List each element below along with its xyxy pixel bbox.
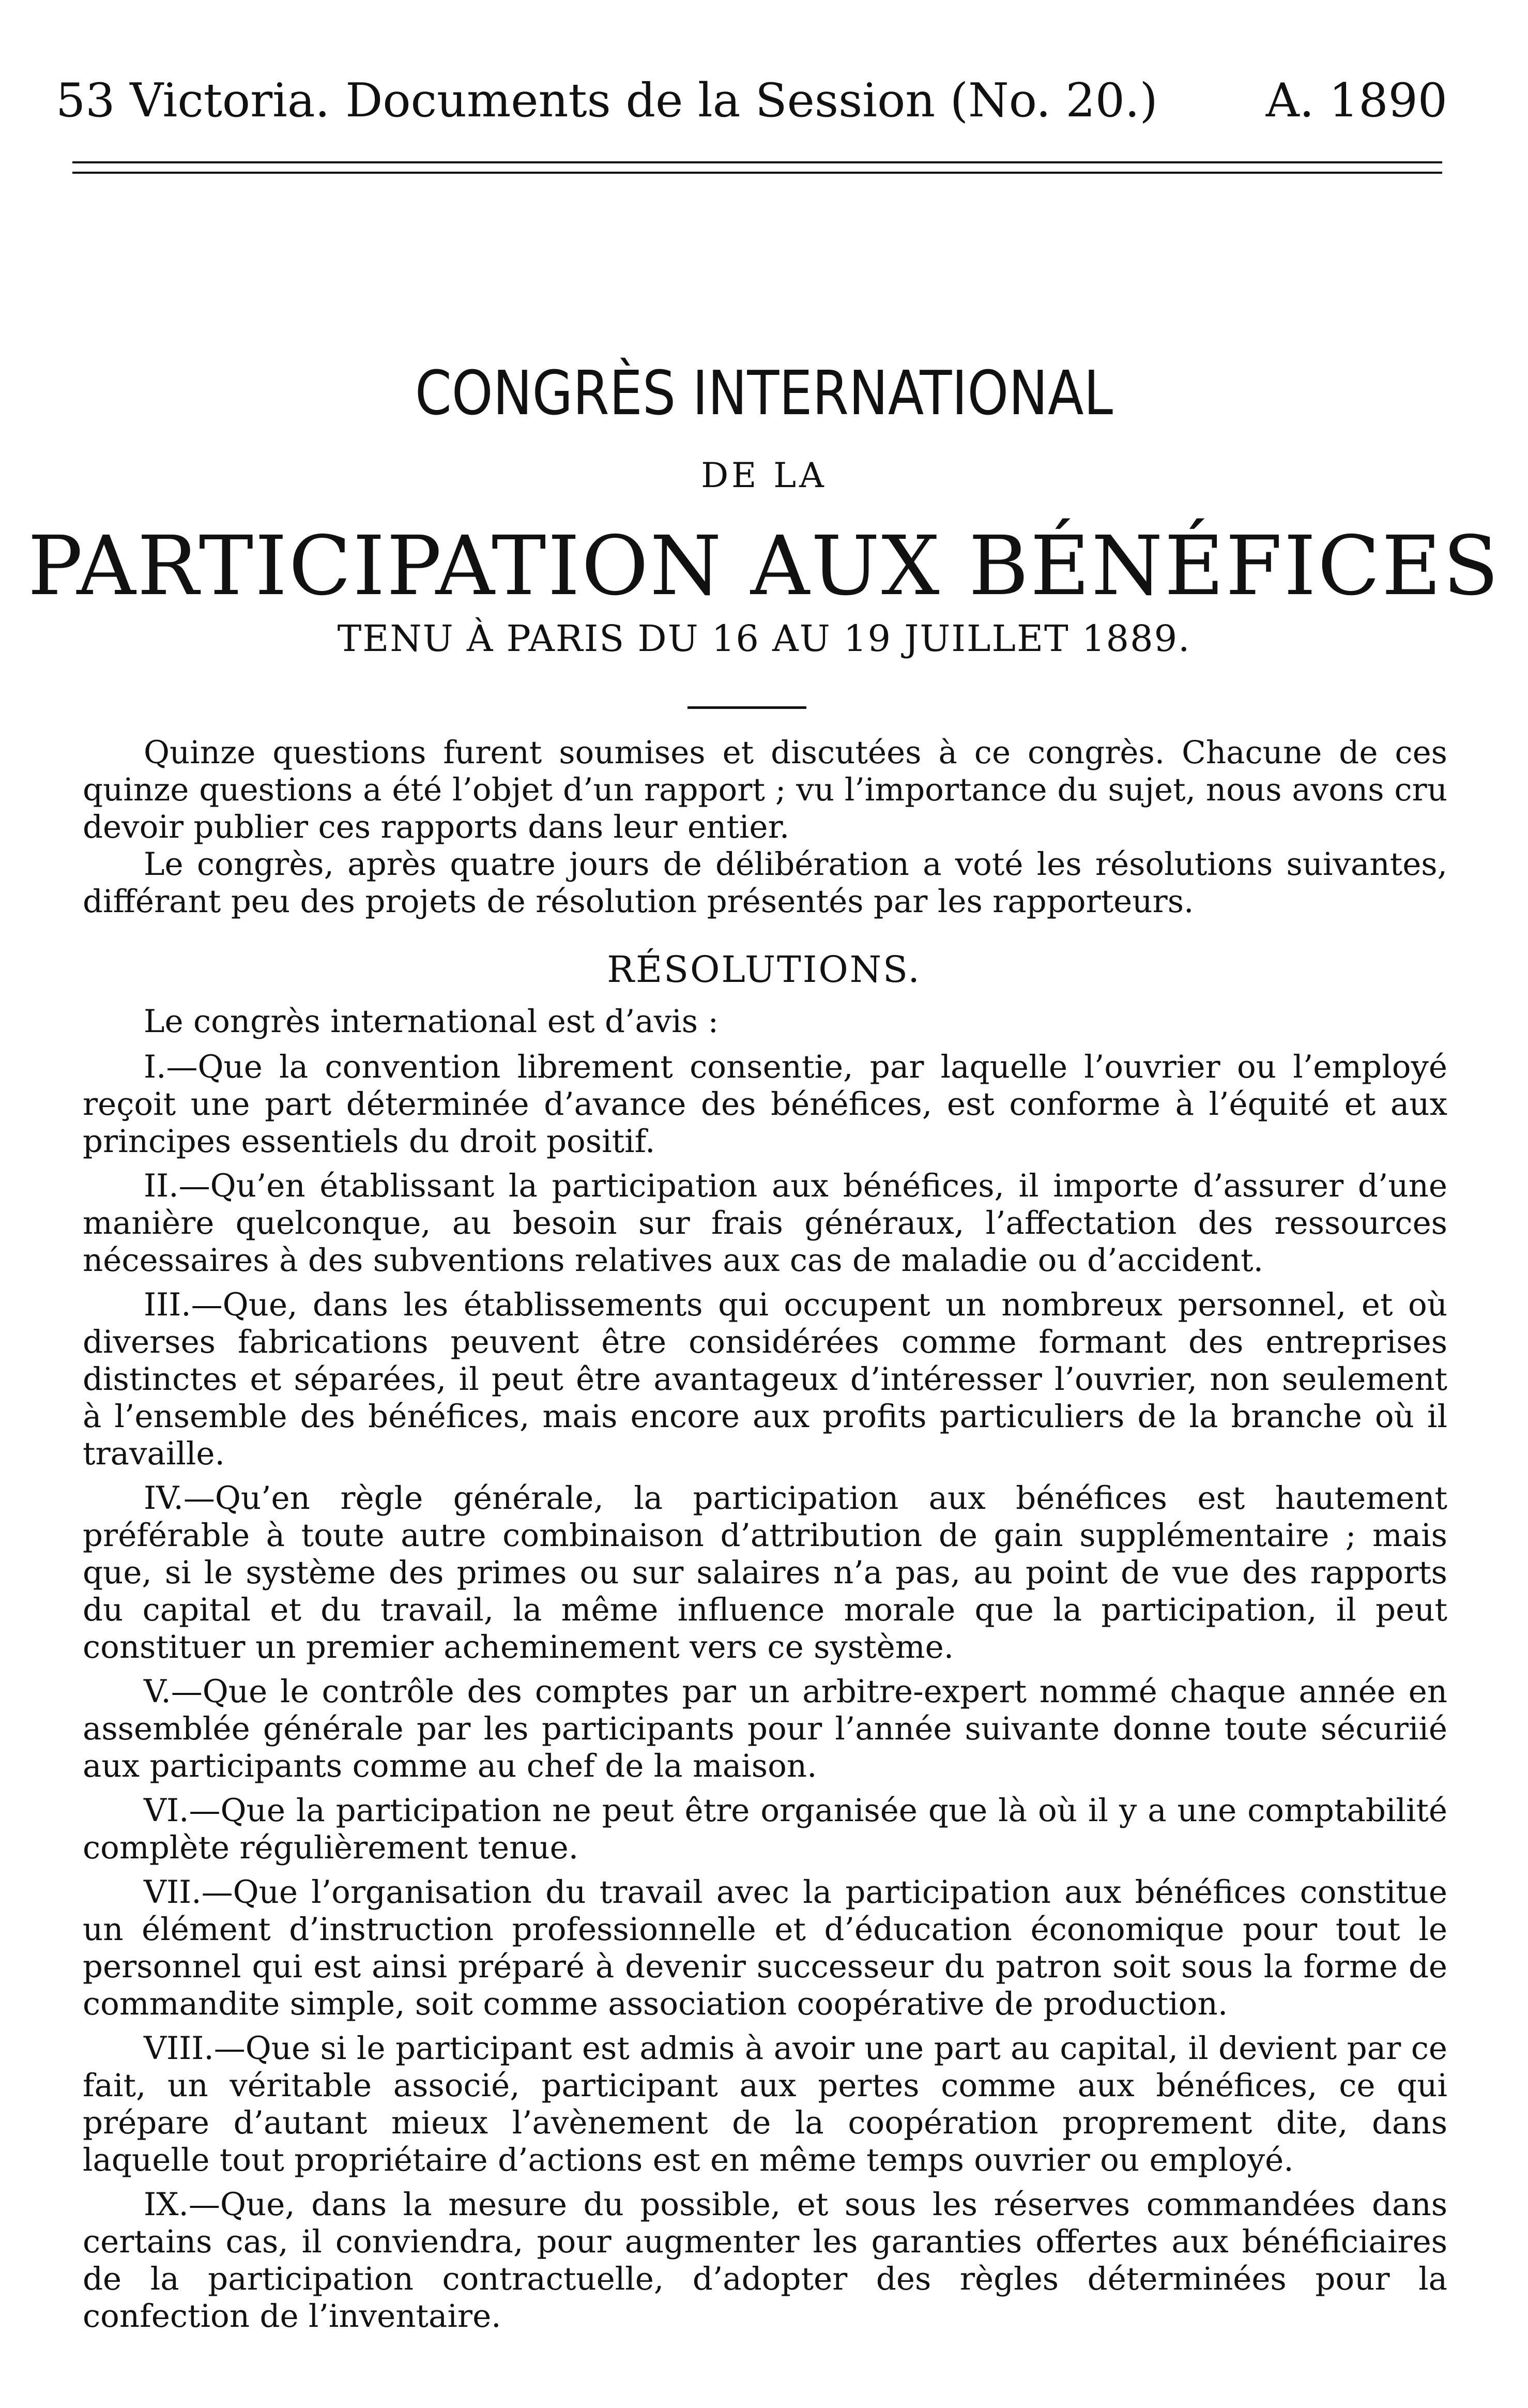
header-rule-top (72, 161, 1442, 163)
header-rule-bottom (72, 172, 1442, 174)
header-left: 53 Victoria. (56, 73, 330, 128)
resolution-item: IV.—Qu’en règle générale, la participation aux bénéfices est hautement préférable à toute autre combinaison d’attribution de gain supplémentaire ; mais que, si le système des primes ou sur salaires n’a pas, au point de vue des rapports du capital et du travail, la même influence morale que la participation, il peut constituer un premier acheminement vers ce système. (83, 1480, 1447, 1665)
resolution-item: VIII.—Que si le participant est admis à avoir une part au capital, il devient par ce fait, un véritable associé, participant aux pertes comme aux bénéfices, ce qui prépare d’autant mieux l’avènement de la coopération proprement dite, dans laquelle tout propriétaire d’actions est en même temps ouvrier ou employé. (83, 2030, 1447, 2178)
resolution-item: II.—Qu’en établissant la participation aux bénéfices, il importe d’assurer d’une manière quelconque, au besoin sur frais généraux, l’affectation des ressources nécessaires à des subventions relatives aux cas de maladie ou d’accident. (83, 1168, 1447, 1279)
intro-text (83, 734, 1447, 920)
intro-paragraph-2: Le congrès, après quatre jours de délibération a voté les résolutions suivantes, différant peu des projets de résolution présentés par les rapporteurs. (83, 846, 1447, 920)
resolution-item: VI.—Que la participation ne peut être organisée que là où il y a une comptabilité complète régulièrement tenue. (83, 1792, 1447, 1866)
resolution-item: VII.—Que l’organisation du travail avec la participation aux bénéfices constitue un élément d’instruction professionnelle et d’éducation économique pour tout le personnel qui est ainsi préparé à devenir successeur du patron soit sous la forme de commandite simple, soit comme association coopérative de production. (83, 1874, 1447, 2022)
resolutions-lead: Le congrès international est d’avis : (144, 1003, 719, 1040)
resolutions-heading: RÉSOLUTIONS. (607, 948, 921, 991)
title-de-la: DE LA (701, 456, 827, 495)
title-tenu: TENU À PARIS DU 16 AU 19 JUILLET 1889. (337, 617, 1191, 660)
title-congres: CONGRÈS INTERNATIONAL (415, 357, 1113, 429)
intro-paragraph-1: Quinze questions furent soumises et discutées à ce congrès. Chacune de ces quinze questions a été l’objet d’un rapport ; vu l’importance du sujet, nous avons cru devoir publier ces rapports dans leur entier. (83, 734, 1447, 845)
resolution-item: IX.—Que, dans la mesure du possible, et sous les réserves commandées dans certains cas, il conviendra, pour augmenter les garanties offertes aux bénéficiaires de la participation contractuelle, d’adopter des règles déterminées pour la confection de l’inventaire. (83, 2186, 1447, 2335)
resolution-item: I.—Que la convention librement consentie, par laquelle l’ouvrier ou l’employé reçoit une part déterminée d’avance des bénéfices, est conforme à l’équité et aux principes essentiels du droit positif. (83, 1049, 1447, 1160)
resolutions-body (83, 1003, 1447, 2342)
title-divider (687, 706, 806, 709)
header-center: Documents de la Session (No. 20.) (345, 73, 1158, 128)
page-header (56, 72, 1447, 129)
resolution-item: III.—Que, dans les établissements qui occupent un nombreux personnel, et où diverses fabrications peuvent être considérées comme formant des entreprises distinctes et séparées, il peut être avantageux d’intéresser l’ouvrier, non seulement à l’ensemble des bénéfices, mais encore aux profits particuliers de la branche où il travaille. (83, 1286, 1447, 1472)
resolution-item: V.—Que le contrôle des comptes par un arbitre-expert nommé chaque année en assemblée générale par les participants pour l’année suivante donne toute sécuriié aux participants comme au chef de la maison. (83, 1673, 1447, 1784)
title-participation: PARTICIPATION AUX BÉNÉFICES (27, 519, 1501, 614)
header-right: A. 1890 (1265, 73, 1447, 128)
